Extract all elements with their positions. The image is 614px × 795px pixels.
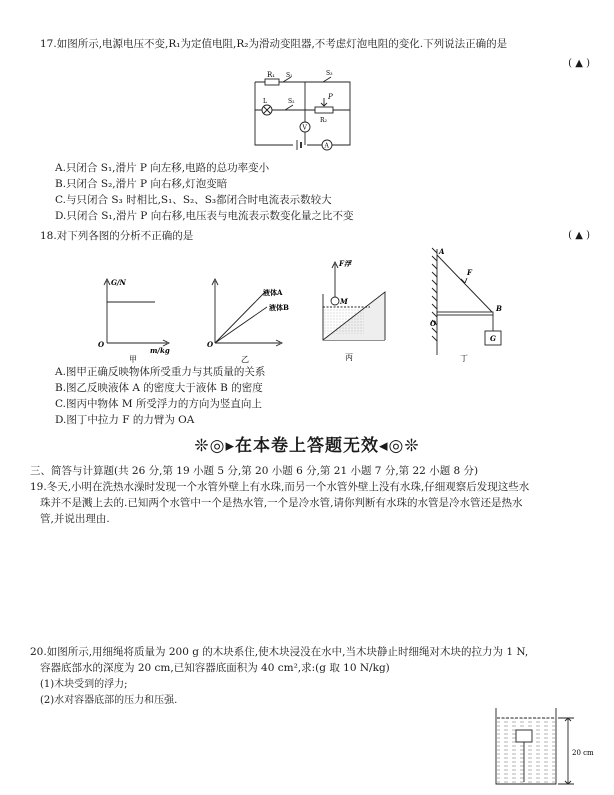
fig-jia (95, 275, 175, 365)
fig-ding-caption: 丁 (460, 354, 468, 363)
q18-option-a: A.图甲正确反映物体所受重力与其质量的关系 (55, 366, 266, 378)
fig-yi-line-a-label: 液体A (263, 288, 283, 297)
circuit-label-r2: R₂ (320, 117, 327, 124)
q17-option-c: C.与只闭合 S₃ 时相比,S₁、S₂、S₃都闭合时电流表示数较大 (55, 194, 332, 206)
circuit-label-s2: S₂ (288, 98, 295, 105)
fig-yi-caption: 乙 (241, 355, 249, 364)
circuit-label-l: L (263, 98, 267, 105)
fig-jia-xlabel: m/kg (150, 346, 170, 355)
ammeter-label: A (324, 142, 329, 150)
fig-bing (315, 252, 395, 362)
fig-ding-label-o: O (430, 319, 437, 328)
q18-option-c: C.图丙中物体 M 所受浮力的方向为竖直向上 (55, 398, 262, 410)
circuit-label-s3: S₃ (326, 70, 333, 77)
fig-ding-label-a: A (439, 247, 445, 256)
section-3-heading: 三、简答与计算题(共 26 分,第 19 小题 5 分,第 20 小题 6 分,第 21 小题 7 分,第 22 小题 8 分) (30, 465, 479, 477)
fig-ding-label-b: B (496, 304, 502, 313)
q20-depth-label: 20 cm (572, 749, 594, 757)
q20-line-1: 20.如图所示,用细绳将质量为 200 g 的木块系住,使木块浸没在水中,当木块静止时细绳对木块的拉力为 1 N, (30, 646, 529, 658)
q17-option-b: B.只闭合 S₂,滑片 P 向右移,灯泡变暗 (55, 178, 228, 190)
fig-bing-force-label: F浮 (339, 259, 351, 268)
fig-jia-caption: 甲 (129, 355, 137, 364)
fig-ding-label-g: G (490, 334, 496, 343)
q17-option-d: D.只闭合 S₁,滑片 P 向右移,电压表与电流表示数变化量之比不变 (55, 210, 354, 222)
circuit-label-p: P (328, 93, 333, 101)
q17-stem: 17.如图所示,电源电压不变,R₁为定值电阻,R₂为滑动变阻器,不考虑灯泡电阻的变化.下列说法正确的是 (40, 38, 508, 50)
q19-line-1: 19.冬天,小明在洗热水澡时发现一个水管外壁上有水珠,而另一个水管外壁上没有水珠,仔细观察后发现这些水 (30, 481, 530, 493)
q20-sub-2: (2)水对容器底部的压力和压强. (40, 695, 178, 706)
q19-line-2: 珠并不是溅上去的.已知两个水管中一个是热水管,一个是冷水管,请你判断有水珠的水管是冷水管还是热水 (40, 497, 523, 509)
fig-jia-ylabel: G/N (111, 278, 126, 287)
q19-line-3: 管,并说出理由. (40, 513, 110, 525)
no-answer-banner: ❊◎▸在本卷上答题无效◂◎❊ (194, 436, 420, 456)
q18-option-b: B.图乙反映液体 A 的密度大于液体 B 的密度 (55, 382, 263, 394)
q20-line-2: 容器底部水的深度为 20 cm,已知容器底面积为 40 cm²,求:(g 取 10 N/kg) (40, 662, 390, 674)
q20-sub-1: (1)木块受到的浮力; (40, 679, 128, 690)
q17-circuit-diagram (245, 70, 365, 158)
fig-yi-origin: O (207, 340, 214, 349)
fig-jia-origin: O (98, 340, 105, 349)
q18-answer-box[interactable]: ( ▲ ) (568, 230, 590, 241)
fig-yi-line-b-label: 液体B (269, 303, 289, 312)
circuit-label-r1: R₁ (267, 71, 276, 79)
fig-bing-object-label: M (340, 297, 348, 306)
fig-ding (425, 245, 515, 363)
circuit-label-s1: S₁ (286, 72, 293, 79)
q17-option-a: A.只闭合 S₁,滑片 P 向左移,电路的总功率变小 (55, 162, 270, 174)
q17-answer-box[interactable]: ( ▲ ) (568, 58, 590, 69)
fig-yi (205, 275, 295, 365)
q20-container-diagram (488, 704, 598, 794)
q18-option-d: D.图丁中拉力 F 的力臂为 OA (55, 414, 195, 426)
fig-ding-label-f: F (467, 268, 472, 277)
fig-bing-caption: 丙 (345, 353, 353, 362)
voltmeter-label: V (302, 124, 307, 132)
q18-stem: 18.对下列各图的分析不正确的是 (40, 230, 194, 242)
